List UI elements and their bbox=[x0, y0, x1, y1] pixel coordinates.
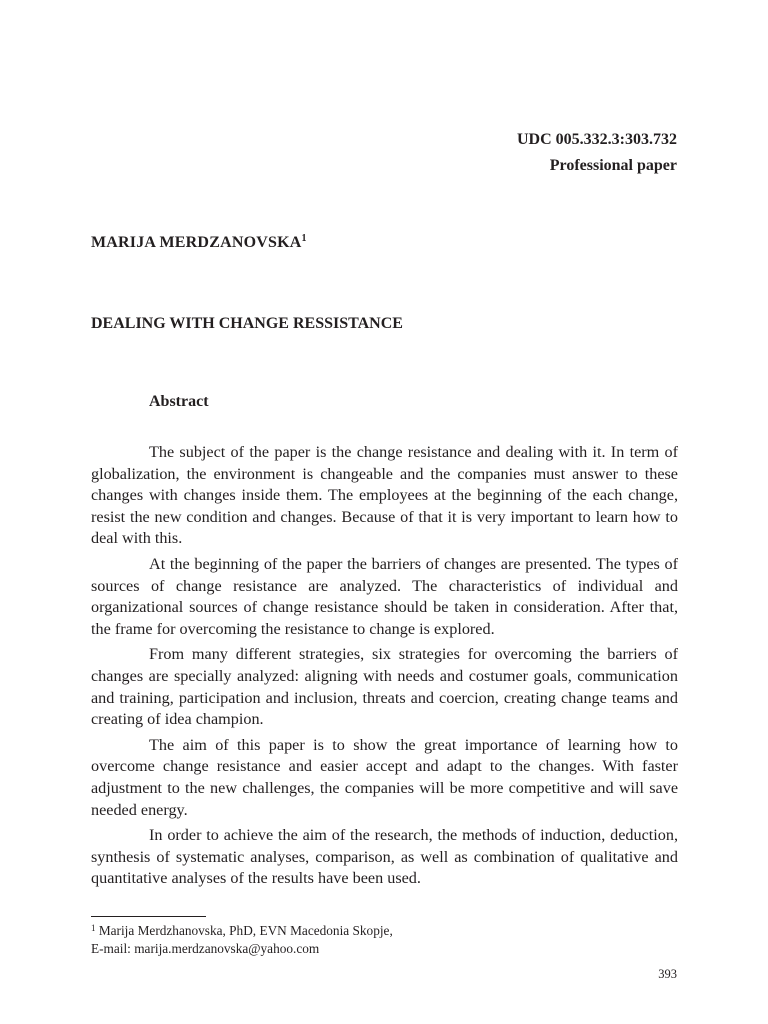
footnote-line-2: E-mail: marija.merdzanovska@yahoo.com bbox=[91, 941, 320, 956]
abstract-paragraph: The subject of the paper is the change resistance and dealing with it. In term of globalization, the environment is changeable and the companies must answer to these changes with changes inside them. The employees at the beginning of the each change, resist the new condition and changes. Because of that it is very important to learn how to deal with this. bbox=[91, 443, 678, 548]
paper-type-label: Professional paper bbox=[549, 157, 677, 174]
author-name-text: MARIJA MERDZANOVSKA bbox=[91, 234, 302, 251]
paper-title: DEALING WITH CHANGE RESSISTANCE bbox=[91, 315, 403, 332]
author-name bbox=[91, 231, 307, 255]
abstract-paragraph: The aim of this paper is to show the great importance of learning how to overcome change resistance and easier accept and adapt to the changes. With faster adjustment to the new challenges, the companies will be more competitive and will save needed energy. bbox=[91, 735, 678, 819]
udc-code: UDC 005.332.3:303.732 bbox=[517, 131, 677, 148]
abstract-paragraph: From many different strategies, six strategies for overcoming the barriers of changes are specially analyzed: aligning with needs and costumer goals, communication and training, participation and inclusion, threats and coercion, creating change teams and creating of idea champion. bbox=[91, 645, 678, 729]
footnote-divider bbox=[91, 916, 206, 917]
footnote-mark: 1 bbox=[91, 923, 96, 933]
abstract-paragraph: In order to achieve the aim of the research, the methods of induction, deduction, synthesis of systematic analyses, comparison, as well as combination of qualitative and quantitative analyses of the results have been used. bbox=[91, 826, 678, 888]
abstract-body bbox=[91, 442, 678, 894]
footnote bbox=[91, 922, 393, 958]
footnote-line-1 bbox=[91, 922, 393, 940]
author-footnote-mark: 1 bbox=[301, 233, 307, 244]
footnote-affiliation: Marija Merdzhanovska, PhD, EVN Macedonia Skopje, bbox=[95, 923, 393, 938]
abstract-heading: Abstract bbox=[149, 393, 209, 410]
abstract-paragraph: At the beginning of the paper the barriers of changes are presented. The types of sources of change resistance are analyzed. The characteristics of individual and organizational sources of change resistance should be taken in consideration. After that, the frame for overcoming the resistance to change is explored. bbox=[91, 554, 678, 638]
page-number: 393 bbox=[658, 967, 677, 981]
